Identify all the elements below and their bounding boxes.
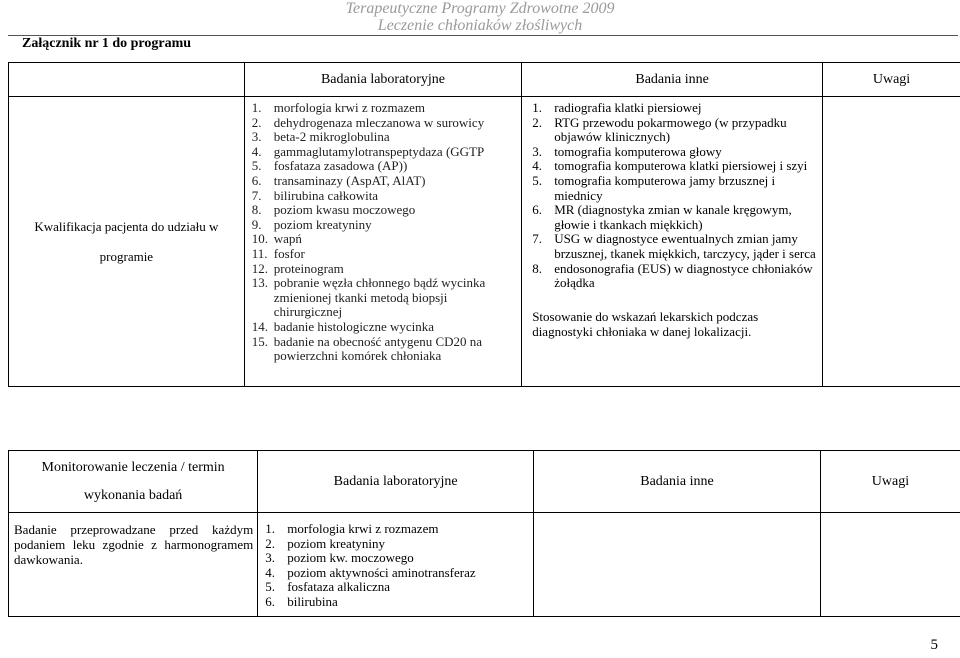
t1-header-other: Badania inne [522,63,823,97]
list-number: 7. [532,231,542,247]
qualification-table [8,62,960,387]
other-test-item [532,174,816,203]
qualification-label-line2: programie [99,248,154,264]
other-test-text: MR (diagnostyka zmian w kanale kręgowym, głowie i tkankach miękkich) [554,202,792,232]
other-tests-cell [522,97,823,387]
list-number: 10. [251,231,268,247]
list-number: 12. [251,260,268,276]
monitor-lab-test-item [265,595,529,610]
t2-header-monitoring-line1: Monitorowanie leczenia / termin [41,459,225,475]
attachment-label: Załącznik nr 1 do programu [22,36,192,51]
lab-test-text: proteinogram [273,260,344,276]
list-number: 4. [532,158,542,174]
list-number: 6. [265,593,275,609]
list-number: 2. [265,535,275,551]
t2-lab-tests-cell [258,513,534,617]
other-test-item [532,145,816,160]
t2-header-notes: Uwagi [820,451,960,513]
lab-test-text: bilirubina całkowita [273,187,379,203]
t2-notes-cell [820,513,960,617]
list-number: 6. [532,202,542,218]
other-test-text: tomografia komputerowa klatki piersiowej i szyi [554,158,808,174]
lab-test-item [252,203,517,218]
header-title: Terapeutyczne Programy Zdrowotne 2009 [345,0,615,17]
other-test-item [532,116,816,145]
lab-test-item [252,159,517,174]
lab-test-text: gammaglutamylotranspeptydaza (GGTP [273,143,485,159]
qualification-label-line1: Kwalifikacja pacjenta do udziału w [34,218,219,234]
other-test-item [532,101,816,116]
lab-test-text: fosfataza zasadowa (AP)) [273,158,408,174]
list-number: 8. [251,202,262,218]
monitoring-text-cell [9,513,258,617]
lab-test-text: morfologia krwi z rozmazem [273,100,425,115]
lab-test-item [252,218,517,233]
t1-header-lab: Badania laboratoryjne [244,63,521,97]
list-number: 8. [532,260,542,276]
other-test-item [532,232,816,261]
monitoring-text: Badanie przeprowadzane przed każdym podaniem leku zgodnie z harmonogramem dawkowania. [14,522,254,567]
lab-test-item [252,145,517,160]
monitor-lab-test-item [265,580,529,595]
list-number: 3. [532,143,542,159]
lab-test-item [252,320,517,335]
lab-test-item [252,262,517,277]
other-test-item [532,203,816,232]
list-number: 1. [532,100,542,115]
list-number: 9. [251,216,262,232]
list-number: 1. [251,100,262,115]
header-subtitle: Leczenie chłoniaków złośliwych [377,17,583,34]
monitoring-table [8,450,960,617]
qualification-cell [9,97,245,387]
t2-header-monitoring-line2: wykonania badań [83,487,183,503]
monitor-lab-test-text: poziom kreatyniny [287,535,386,551]
list-number: 3. [265,550,275,566]
t2-header-other: Badania inne [534,451,821,513]
list-number: 2. [532,114,542,130]
monitor-lab-test-item [265,537,529,552]
lab-test-item [252,335,517,364]
lab-test-text: badanie histologiczne wycinka [273,318,435,334]
other-test-text: tomografia komputerowa jamy brzusznej i miednicy [554,172,776,203]
other-test-item [532,159,816,174]
list-number: 5. [265,579,275,595]
lab-test-text: transaminazy (AspAT, AlAT) [273,172,426,188]
lab-test-item [252,101,517,116]
other-tests-list [532,101,816,291]
lab-test-item [252,116,517,131]
other-test-text: endosonografia (EUS) w diagnostyce chłoniaków żołądka [554,260,813,291]
t2-header-monitoring [9,451,258,513]
list-number: 11. [251,245,268,261]
lab-test-item [252,232,517,247]
lab-test-text: wapń [273,231,302,247]
lab-test-item [252,189,517,204]
lab-test-text: dehydrogenaza mleczanowa w surowicy [273,114,485,130]
lab-test-text: pobranie węzła chłonnego bądź wycinka zmienionej tkanki metodą biopsji chirurgicznej [273,275,486,320]
t2-lab-tests-list [265,522,529,610]
other-tests-note: Stosowanie do wskazań lekarskich podczas diagnostyki chłoniaka w danej lokalizacji. [532,308,759,339]
lab-tests-cell [244,97,521,387]
monitor-lab-test-text: bilirubina [287,593,338,609]
list-number: 14. [251,318,268,334]
lab-test-text: fosfor [273,245,305,261]
list-number: 5. [532,172,542,188]
lab-test-text: badanie na obecność antygenu CD20 na powierzchni komórek chłoniaka [273,333,483,364]
list-number: 3. [251,129,262,145]
other-test-text: radiografia klatki piersiowej [554,100,702,115]
monitor-lab-test-item [265,551,529,566]
lab-test-item [252,247,517,262]
list-number: 4. [251,143,262,159]
list-number: 1. [265,521,275,536]
monitor-lab-test-text: morfologia krwi z rozmazem [287,521,439,536]
t1-notes-cell [823,97,960,387]
monitor-lab-test-text: poziom aktywności aminotransferaz [287,564,476,580]
monitor-lab-test-item [265,566,529,581]
lab-test-text: poziom kreatyniny [273,216,372,232]
list-number: 2. [251,114,262,130]
t1-header-col1 [9,63,245,97]
list-number: 4. [265,564,275,580]
t2-header-lab: Badania laboratoryjne [258,451,534,513]
t1-header-notes: Uwagi [823,63,960,97]
lab-test-item [252,276,517,320]
list-number: 13. [251,275,268,291]
other-test-text: tomografia komputerowa głowy [554,143,722,159]
lab-test-text: beta-2 mikroglobulina [273,129,390,145]
lab-test-text: poziom kwasu moczowego [273,202,416,218]
list-number: 5. [251,158,262,174]
other-test-item [532,262,816,291]
page-number: 5 [930,637,938,653]
lab-test-item [252,174,517,189]
monitor-lab-test-text: poziom kw. moczowego [287,550,414,566]
other-test-text: USG w diagnostyce ewentualnych zmian jamy brzusznej, tkanek miękkich, tarczycy, jąder i serca [554,231,816,261]
lab-test-item [252,130,517,145]
monitor-lab-test-item [265,522,529,537]
lab-tests-list [252,101,517,364]
list-number: 15. [251,333,268,349]
other-test-text: RTG przewodu pokarmowego (w przypadku objawów klinicznych) [554,114,787,145]
list-number: 7. [251,187,262,203]
t2-other-cell [534,513,821,617]
list-number: 6. [251,172,262,188]
monitor-lab-test-text: fosfataza alkaliczna [287,579,391,595]
